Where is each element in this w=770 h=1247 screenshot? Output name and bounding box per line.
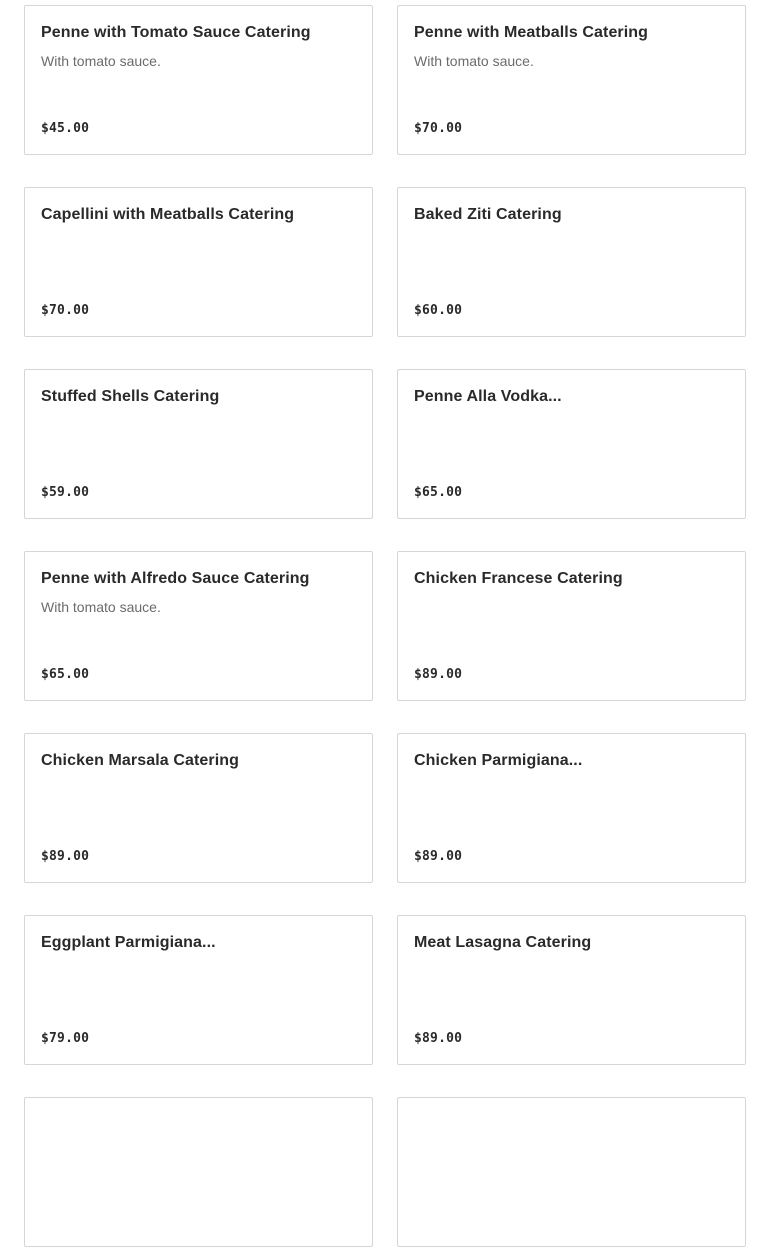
menu-item-name: Chicken Parmigiana... <box>414 752 583 769</box>
menu-item-description: With tomato sauce. <box>41 53 161 69</box>
menu-item-price: $70.00 <box>41 303 90 318</box>
menu-item-price: $89.00 <box>41 849 90 864</box>
menu-item-card[interactable] <box>397 187 746 337</box>
menu-item-card[interactable] <box>397 733 746 883</box>
menu-item-price: $65.00 <box>41 667 90 682</box>
menu-item-price: $65.00 <box>414 485 463 500</box>
menu-item-card[interactable] <box>397 369 746 519</box>
menu-item-name: Chicken Francese Catering <box>414 570 623 587</box>
menu-item-card[interactable] <box>397 5 746 155</box>
menu-item-card[interactable] <box>397 551 746 701</box>
menu-item-price: $70.00 <box>414 121 463 136</box>
menu-item-card[interactable] <box>24 915 373 1065</box>
menu-item-price: $59.00 <box>41 485 90 500</box>
menu-item-description: With tomato sauce. <box>414 53 534 69</box>
menu-item-price: $60.00 <box>414 303 463 318</box>
menu-item-card[interactable] <box>24 551 373 701</box>
menu-item-price: $89.00 <box>414 1031 463 1046</box>
menu-item-price: $45.00 <box>41 121 90 136</box>
menu-item-description: With tomato sauce. <box>41 599 161 615</box>
menu-item-price: $89.00 <box>414 667 463 682</box>
menu-item-name: Penne with Meatballs Catering <box>414 24 649 41</box>
menu-item-card[interactable] <box>397 1097 746 1247</box>
menu-item-name: Eggplant Parmigiana... <box>41 934 216 951</box>
menu-item-price: $89.00 <box>414 849 463 864</box>
menu-item-name: Penne Alla Vodka... <box>414 388 562 405</box>
menu-item-name: Baked Ziti Catering <box>414 206 562 223</box>
menu-item-name: Stuffed Shells Catering <box>41 388 220 405</box>
menu-item-name: Penne with Alfredo Sauce Catering <box>41 570 310 587</box>
menu-item-name: Chicken Marsala Catering <box>41 752 240 769</box>
menu-item-card[interactable] <box>24 5 373 155</box>
menu-item-name: Meat Lasagna Catering <box>414 934 592 951</box>
menu-item-card[interactable] <box>397 915 746 1065</box>
menu-item-card[interactable] <box>24 1097 373 1247</box>
menu-item-grid <box>24 5 746 1247</box>
menu-item-card[interactable] <box>24 733 373 883</box>
menu-item-name: Capellini with Meatballs Catering <box>41 206 295 223</box>
menu-item-name: Penne with Tomato Sauce Catering <box>41 24 311 41</box>
menu-item-price: $79.00 <box>41 1031 90 1046</box>
menu-item-card[interactable] <box>24 187 373 337</box>
menu-item-card[interactable] <box>24 369 373 519</box>
